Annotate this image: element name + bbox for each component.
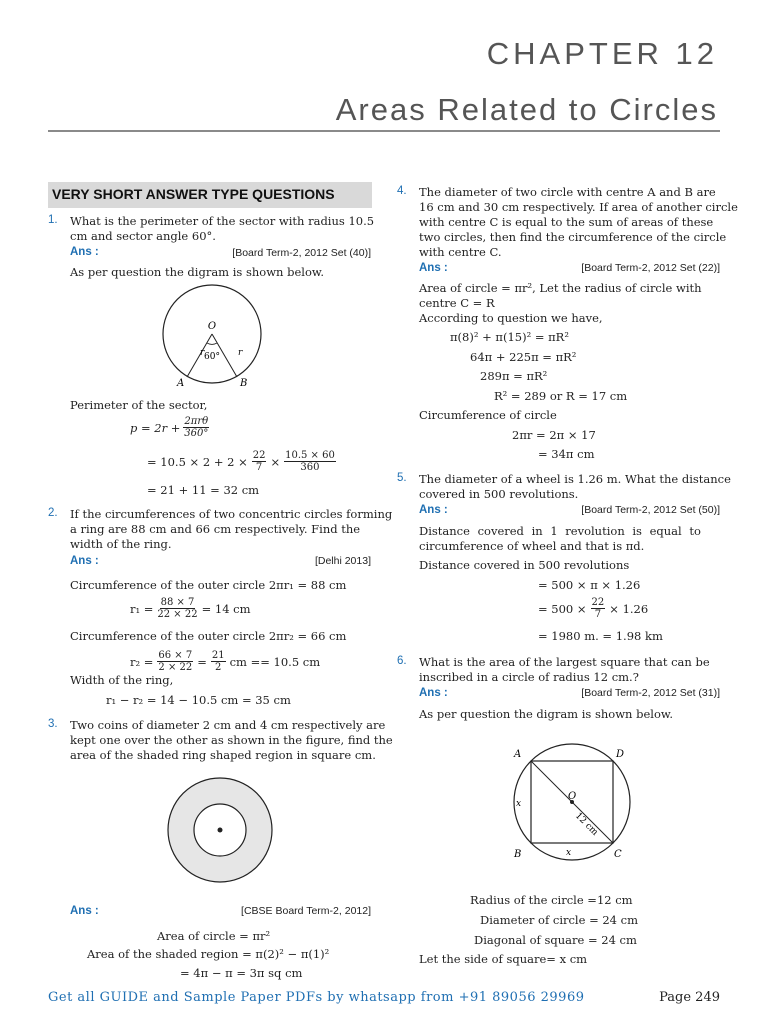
answer-label: Ans : (70, 246, 99, 258)
section-title: VERY SHORT ANSWER TYPE QUESTIONS (52, 186, 335, 202)
denominator: 2 × 22 (158, 662, 193, 673)
answer-text: Distance covered in 500 revolutions (419, 558, 630, 572)
answer-text: As per question the digram is shown below. (419, 707, 674, 721)
question-text: The diameter of a wheel is 1.26 m. What the distance (419, 472, 731, 486)
question-text: width of the ring. (70, 537, 172, 551)
equation: 2πr = 2π × 17 (512, 428, 596, 442)
source-reference: [Delhi 2013] (314, 555, 371, 567)
denominator: 22 × 22 (157, 609, 198, 620)
question-text: The diameter of two circle with centre A and B are (419, 185, 716, 199)
side-label: x (516, 799, 522, 809)
answer-text: Diameter of circle = 24 cm (480, 913, 639, 927)
answer-label: Ans : (70, 555, 99, 567)
equation: Area of the shaded region = π(2)² − π(1)² (87, 947, 330, 961)
equation: = 500 × π × 1.26 (538, 578, 641, 592)
equation: = 1980 m. = 1.98 km (538, 629, 663, 643)
equation: π(8)² + π(15)² = πR² (450, 330, 569, 344)
footer-promo-text: Get all GUIDE and Sample Paper PDFs by whatsapp from +91 89056 29969 (48, 990, 585, 1005)
source-reference: [Board Term-2, 2012 Set (40)] (232, 247, 371, 259)
denominator: 2 (215, 662, 222, 673)
fraction (284, 450, 336, 473)
answer-text: Circumference of circle (419, 408, 557, 422)
radius-label: r (200, 348, 205, 358)
question-text: What is the perimeter of the sector with radius 10.5 (70, 214, 375, 228)
center-dot (218, 828, 223, 833)
numerator: 2πrθ (184, 416, 209, 427)
sector-diagram (150, 282, 270, 392)
question-text: covered in 500 revolutions. (419, 487, 579, 501)
equation: R² = 289 or R = 17 cm (494, 389, 628, 403)
center-label: O (568, 791, 577, 802)
question-number: 3. (48, 718, 58, 730)
equation: r₁ − r₂ = 14 − 10.5 cm = 35 cm (106, 693, 291, 707)
answer-label: Ans : (419, 504, 448, 516)
fraction (591, 597, 606, 620)
point-label: A (177, 378, 185, 389)
equation-part: = (197, 654, 207, 669)
question-text: inscribed in a circle of radius 12 cm.? (419, 670, 639, 684)
fraction (183, 416, 209, 439)
denominator: 7 (594, 609, 602, 620)
vertex-label: B (514, 849, 522, 860)
side-label: x (566, 848, 572, 858)
equation (538, 597, 648, 620)
equation: 289π = πR² (480, 369, 548, 383)
point-label: B (240, 378, 248, 389)
angle-label: 60° (204, 352, 220, 362)
question-text: Two coins of diameter 2 cm and 4 cm respectively are (70, 718, 386, 732)
answer-text: Circumference of the outer circle 2πr₂ = 66 cm (70, 629, 347, 643)
denominator: 360 (300, 462, 320, 473)
header-rule (48, 130, 720, 132)
radius-label: r (238, 348, 243, 358)
numerator: 88 × 7 (160, 597, 195, 608)
equation: = 34π cm (538, 447, 595, 461)
fraction (252, 450, 267, 473)
answer-text: Area of circle = πr², Let the radius of circle with (419, 281, 702, 295)
chapter-number: CHAPTER 12 (486, 36, 718, 71)
equation-part: = 500 × (538, 601, 587, 616)
equation (130, 416, 209, 439)
question-number: 5. (397, 472, 407, 484)
equation-part: = 10.5 × 2 + 2 × (147, 454, 248, 469)
answer-text: Circumference of the outer circle 2πr₁ = 88 cm (70, 578, 347, 592)
page-number: Page 249 (659, 990, 720, 1005)
source-reference: [Board Term-2, 2012 Set (31)] (581, 687, 720, 699)
source-reference: [Board Term-2, 2012 Set (50)] (581, 504, 720, 516)
question-text: two circles, then find the circumference of the circle (419, 230, 727, 244)
equation-part: = 14 cm (201, 601, 251, 616)
denominator: 7 (255, 462, 263, 473)
question-text: area of the shaded ring shaped region in square cm. (70, 748, 376, 762)
answer-label: Ans : (70, 905, 99, 917)
inscribed-square-diagram (505, 742, 645, 870)
center-label: O (207, 321, 217, 332)
answer-label: Ans : (419, 687, 448, 699)
question-number: 2. (48, 507, 58, 519)
equation (147, 450, 336, 473)
numerator: 22 (591, 597, 605, 608)
question-number: 6. (397, 655, 407, 667)
equation (130, 597, 251, 620)
question-number: 1. (48, 214, 58, 226)
equation (130, 650, 320, 673)
vertex-label: D (616, 749, 625, 760)
equation-part: r₁ = (130, 601, 154, 616)
equation-part: × 1.26 (609, 601, 649, 616)
diagonal-label: 12 cm (572, 811, 600, 838)
fraction (211, 650, 226, 673)
chapter-title: Areas Related to Circles (335, 92, 718, 127)
answer-label: Ans : (419, 262, 448, 274)
equation: Area of circle = πr² (157, 929, 271, 943)
numerator: 10.5 × 60 (285, 450, 335, 461)
answer-text: Radius of the circle =12 cm (470, 893, 633, 907)
vertex-label: C (614, 849, 622, 860)
question-text: a ring are 88 cm and 66 cm respectively. Find the (70, 522, 361, 536)
question-text: 16 cm and 30 cm respectively. If area of another circle (419, 200, 738, 214)
equation: = 21 + 11 = 32 cm (147, 483, 260, 497)
question-text: kept one over the other as shown in the figure, find the (70, 733, 393, 747)
equation-part: cm == 10.5 cm (229, 654, 321, 669)
source-reference: [Board Term-2, 2012 Set (22)] (581, 262, 720, 274)
numerator: 22 (252, 450, 266, 461)
vertex-label: A (514, 749, 522, 760)
answer-text: Width of the ring, (70, 673, 174, 687)
answer-text: Let the side of square= x cm (419, 952, 588, 966)
source-reference: [CBSE Board Term-2, 2012] (241, 905, 371, 917)
equation: 64π + 225π = πR² (470, 350, 577, 364)
answer-text: According to question we have, (419, 311, 603, 325)
numerator: 66 × 7 (158, 650, 193, 661)
fraction (157, 597, 197, 620)
answer-text: circumference of wheel and that is πd. (419, 539, 645, 553)
equation-part: r₂ = (130, 654, 154, 669)
denominator: 360° (184, 428, 209, 439)
question-text: What is the area of the largest square that can be (419, 655, 710, 669)
answer-text: Perimeter of the sector, (70, 398, 208, 412)
answer-text: centre C = R (419, 296, 495, 310)
equation-part: p = 2r + (130, 420, 181, 435)
question-text: with centre C. (419, 245, 502, 259)
question-number: 4. (397, 185, 407, 197)
equation: = 4π − π = 3π sq cm (180, 966, 303, 980)
question-text: with centre C is equal to the sum of areas of these (419, 215, 714, 229)
answer-text: Diagonal of square = 24 cm (474, 933, 637, 947)
question-text: cm and sector angle 60°. (70, 229, 216, 243)
numerator: 21 (211, 650, 225, 661)
coins-diagram (160, 775, 280, 887)
equation-part: × (270, 454, 281, 469)
fraction (157, 650, 193, 673)
question-text: If the circumferences of two concentric circles forming (70, 507, 393, 521)
answer-text: Distance covered in 1 revolution is equal to (419, 524, 701, 538)
answer-text: As per question the digram is shown below. (70, 265, 325, 279)
